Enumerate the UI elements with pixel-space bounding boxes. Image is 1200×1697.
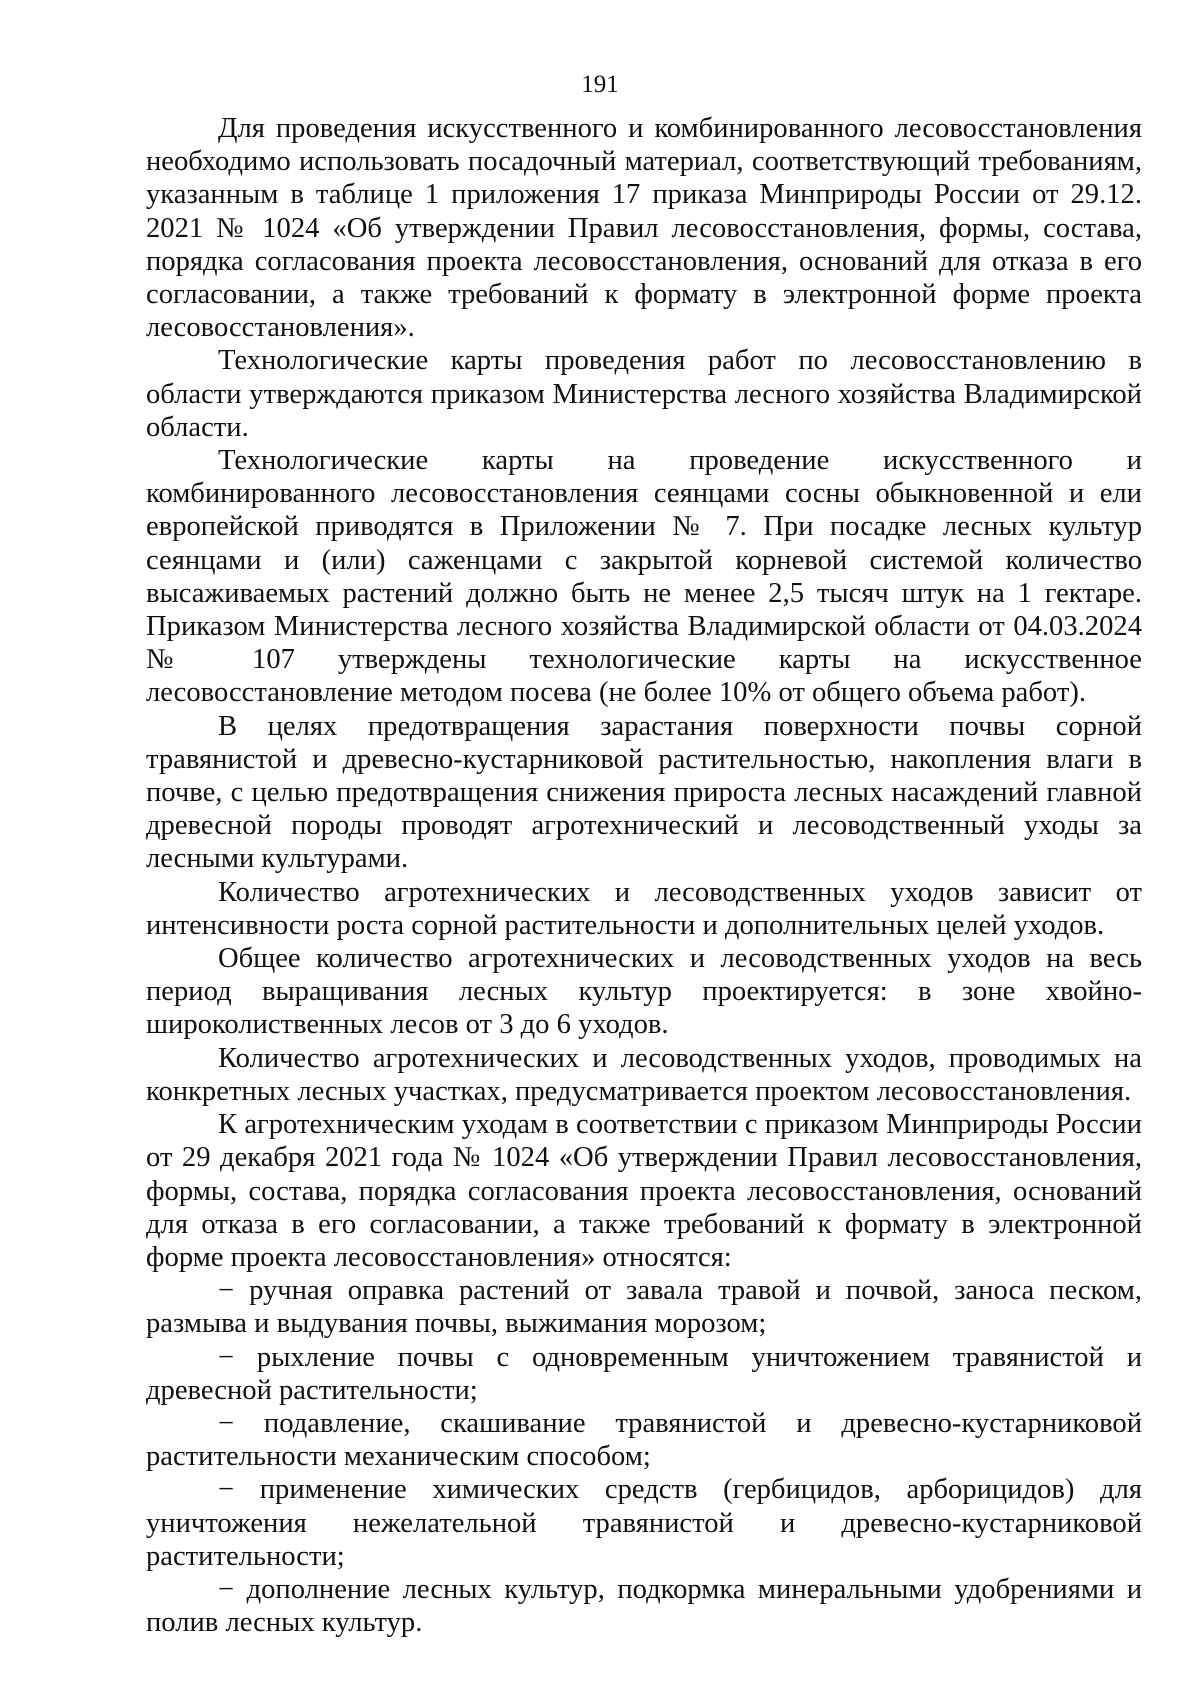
paragraph-care-project: Количество агротехнических и лесоводственных уходов, проводимых на конкретных лесных участках, предусматривается проектом лесовосстановления.	[146, 1042, 1142, 1107]
paragraph-care-count: Количество агротехнических и лесоводственных уходов зависит от интенсивности роста сорной растительности и дополнительных целей уходов.	[146, 876, 1142, 941]
list-item-mowing: − подавление, скашивание травянистой и древесно-кустарниковой растительности механическим способом;	[146, 1407, 1142, 1473]
paragraph-care-types-intro: К агротехническим уходам в соответствии с приказом Минприроды России от 29 декабря 2021 года № 1024 «Об утверждении Правил лесовосстановления, формы, состава, порядка согласования проекта лесовосстановления, оснований для отказа в его согласовании, а также требований к формату в электронной форме проекта лесовосстановления» относятся:	[146, 1109, 1142, 1273]
paragraph-total-care: Общее количество агротехнических и лесоводственных уходов на весь период выращивания лесных культур проектируется: в зоне хвойно-широколиственных лесов от 3 до 6 уходов.	[146, 943, 1142, 1041]
paragraph-maps-seedlings: Технологические карты на проведение искусственного и комбинированного лесовосстановления сеянцами сосны обыкновенной и ели европейской приводятся в Приложении № 7. При посадке лесных культур сеянцами и (или) саженцами с закрытой корневой системой количество высаживаемых растений должно быть не менее 2,5 тысяч штук на 1 гектаре. Приказом Министерства лесного хозяйства Владимирской области от 04.03.2024 № 107 утверждены технологические карты на искусственное лесовосстановление методом посева (не более 10% от общего объема работ).	[146, 445, 1142, 709]
page-number: 191	[581, 71, 619, 98]
paragraph-technological-maps: Технологические карты проведения работ по лесовосстановлению в области утверждаются приказом Министерства лесного хозяйства Владимирской области.	[146, 345, 1142, 443]
list-item-loosening: − рыхление почвы с одновременным уничтожением травянистой и древесной растительности;	[146, 1341, 1142, 1406]
list-item-chemicals: − применение химических средств (гербицидов, арборицидов) для уничтожения нежелательной травянистой и древесно-кустарниковой растительности;	[146, 1474, 1142, 1572]
list-item-supplement: − дополнение лесных культур, подкормка минеральными удобрениями и полив лесных культур.	[146, 1573, 1142, 1639]
paragraph-planting-material: Для проведения искусственного и комбинированного лесовосстановления необходимо использовать посадочный материал, соответствующий требованиям, указанным в таблице 1 приложения 17 приказа Минприроды России от 29.12. 2021 № 1024 «Об утверждении Правил лесовосстановления, формы, состава, порядка согласования проекта лесовосстановления, оснований для отказа в его согласовании, а также требований к формату в электронной форме проекта лесовосстановления».	[146, 113, 1142, 344]
paragraph-care-purpose: В целях предотвращения зарастания поверхности почвы сорной травянистой и древесно-кустарниковой растительностью, накопления влаги в почве, с целью предотвращения снижения прироста лесных насаждений главной древесной породы проводят агротехнический и лесоводственный уходы за лесными культурами.	[146, 710, 1142, 875]
document-body	[146, 112, 1142, 1639]
list-item-manual-correction: − ручная оправка растений от завала травой и почвой, заноса песком, размыва и выдувания почвы, выжимания морозом;	[146, 1275, 1142, 1340]
